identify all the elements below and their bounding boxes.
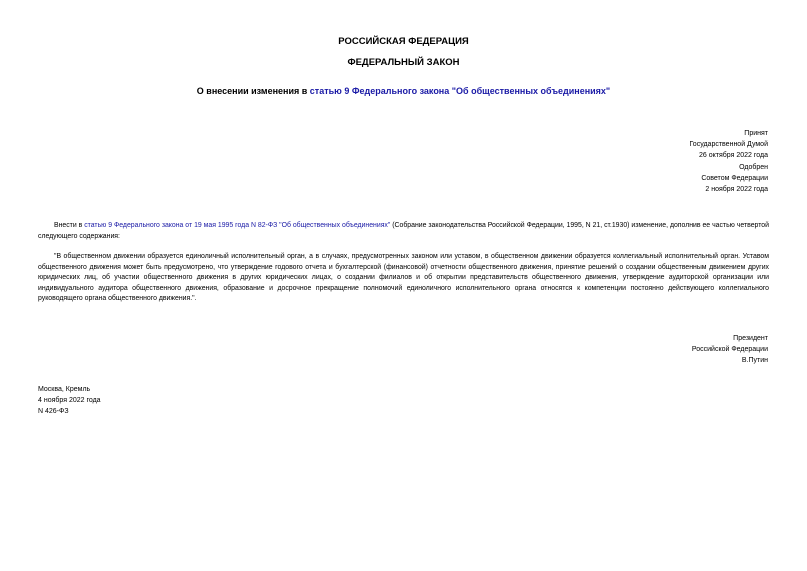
signatory-name: В.Путин bbox=[741, 357, 768, 365]
law-title-prefix: О внесении изменения в bbox=[196, 86, 310, 96]
place-date-block bbox=[38, 384, 101, 418]
amendment-paragraph bbox=[38, 221, 769, 242]
duma-date: 26 октября 2022 года bbox=[699, 152, 768, 160]
amendment-prefix: Внести в bbox=[54, 222, 85, 229]
federal-law-82-fz-link[interactable]: статью 9 Федерального закона от 19 мая 1995 года N 82-ФЗ "Об общественных объединениях" bbox=[84, 222, 391, 229]
place-label: Москва, Кремль bbox=[38, 386, 91, 393]
law-type-heading: ФЕДЕРАЛЬНЫЙ ЗАКОН bbox=[347, 57, 460, 68]
country-heading: РОССИЙСКАЯ ФЕДЕРАЦИЯ bbox=[338, 36, 469, 47]
council-date: 2 ноября 2022 года bbox=[705, 186, 768, 194]
president-label: Президент bbox=[733, 335, 768, 342]
signature-block bbox=[692, 333, 768, 367]
amendment-suffix: (Собрание законодательства Российской Федерации, 1995, N 21, ст.1930) изменение, дополнив ее частью четвертой следующего содержания: bbox=[38, 222, 769, 240]
state-duma-label: Государственной Думой bbox=[689, 141, 768, 149]
article-9-link[interactable]: статью 9 Федерального закона "Об общественных объединениях" bbox=[309, 86, 611, 96]
signing-date: 4 ноября 2022 года bbox=[38, 397, 101, 405]
new-part-text: "В общественном движении образуется единоличный исполнительный орган, а в случаях, предусмотренных законом или уставом, в общественном движении образуется коллегиальный исполнительный орган. Уставом общественного движения может быть предусмотрено, что утверждение годового отчета и бухгалтерской (финансовой) отчетности общественного движения, принятие решений о создании общественным движением других юридических лиц, об участии общественного движения в других юридических лицах, о создании филиалов и об открытии представительств общественного движения, утверждение аудиторской организации или индивидуального аудитора общественного движения, образование и досрочное прекращение полномочий единоличного исполнительного органа относятся к компетенции постоянно действующего коллегиального руководящего органа общественного движения.". bbox=[38, 253, 769, 303]
law-title bbox=[0, 86, 807, 96]
law-number: N 426-ФЗ bbox=[38, 408, 69, 416]
federation-council-label: Советом Федерации bbox=[701, 174, 768, 182]
approved-label: Одобрен bbox=[739, 163, 768, 171]
accepted-label: Принят bbox=[744, 130, 768, 137]
russian-federation-label: Российской Федерации bbox=[691, 346, 768, 354]
acceptance-block bbox=[689, 128, 768, 195]
